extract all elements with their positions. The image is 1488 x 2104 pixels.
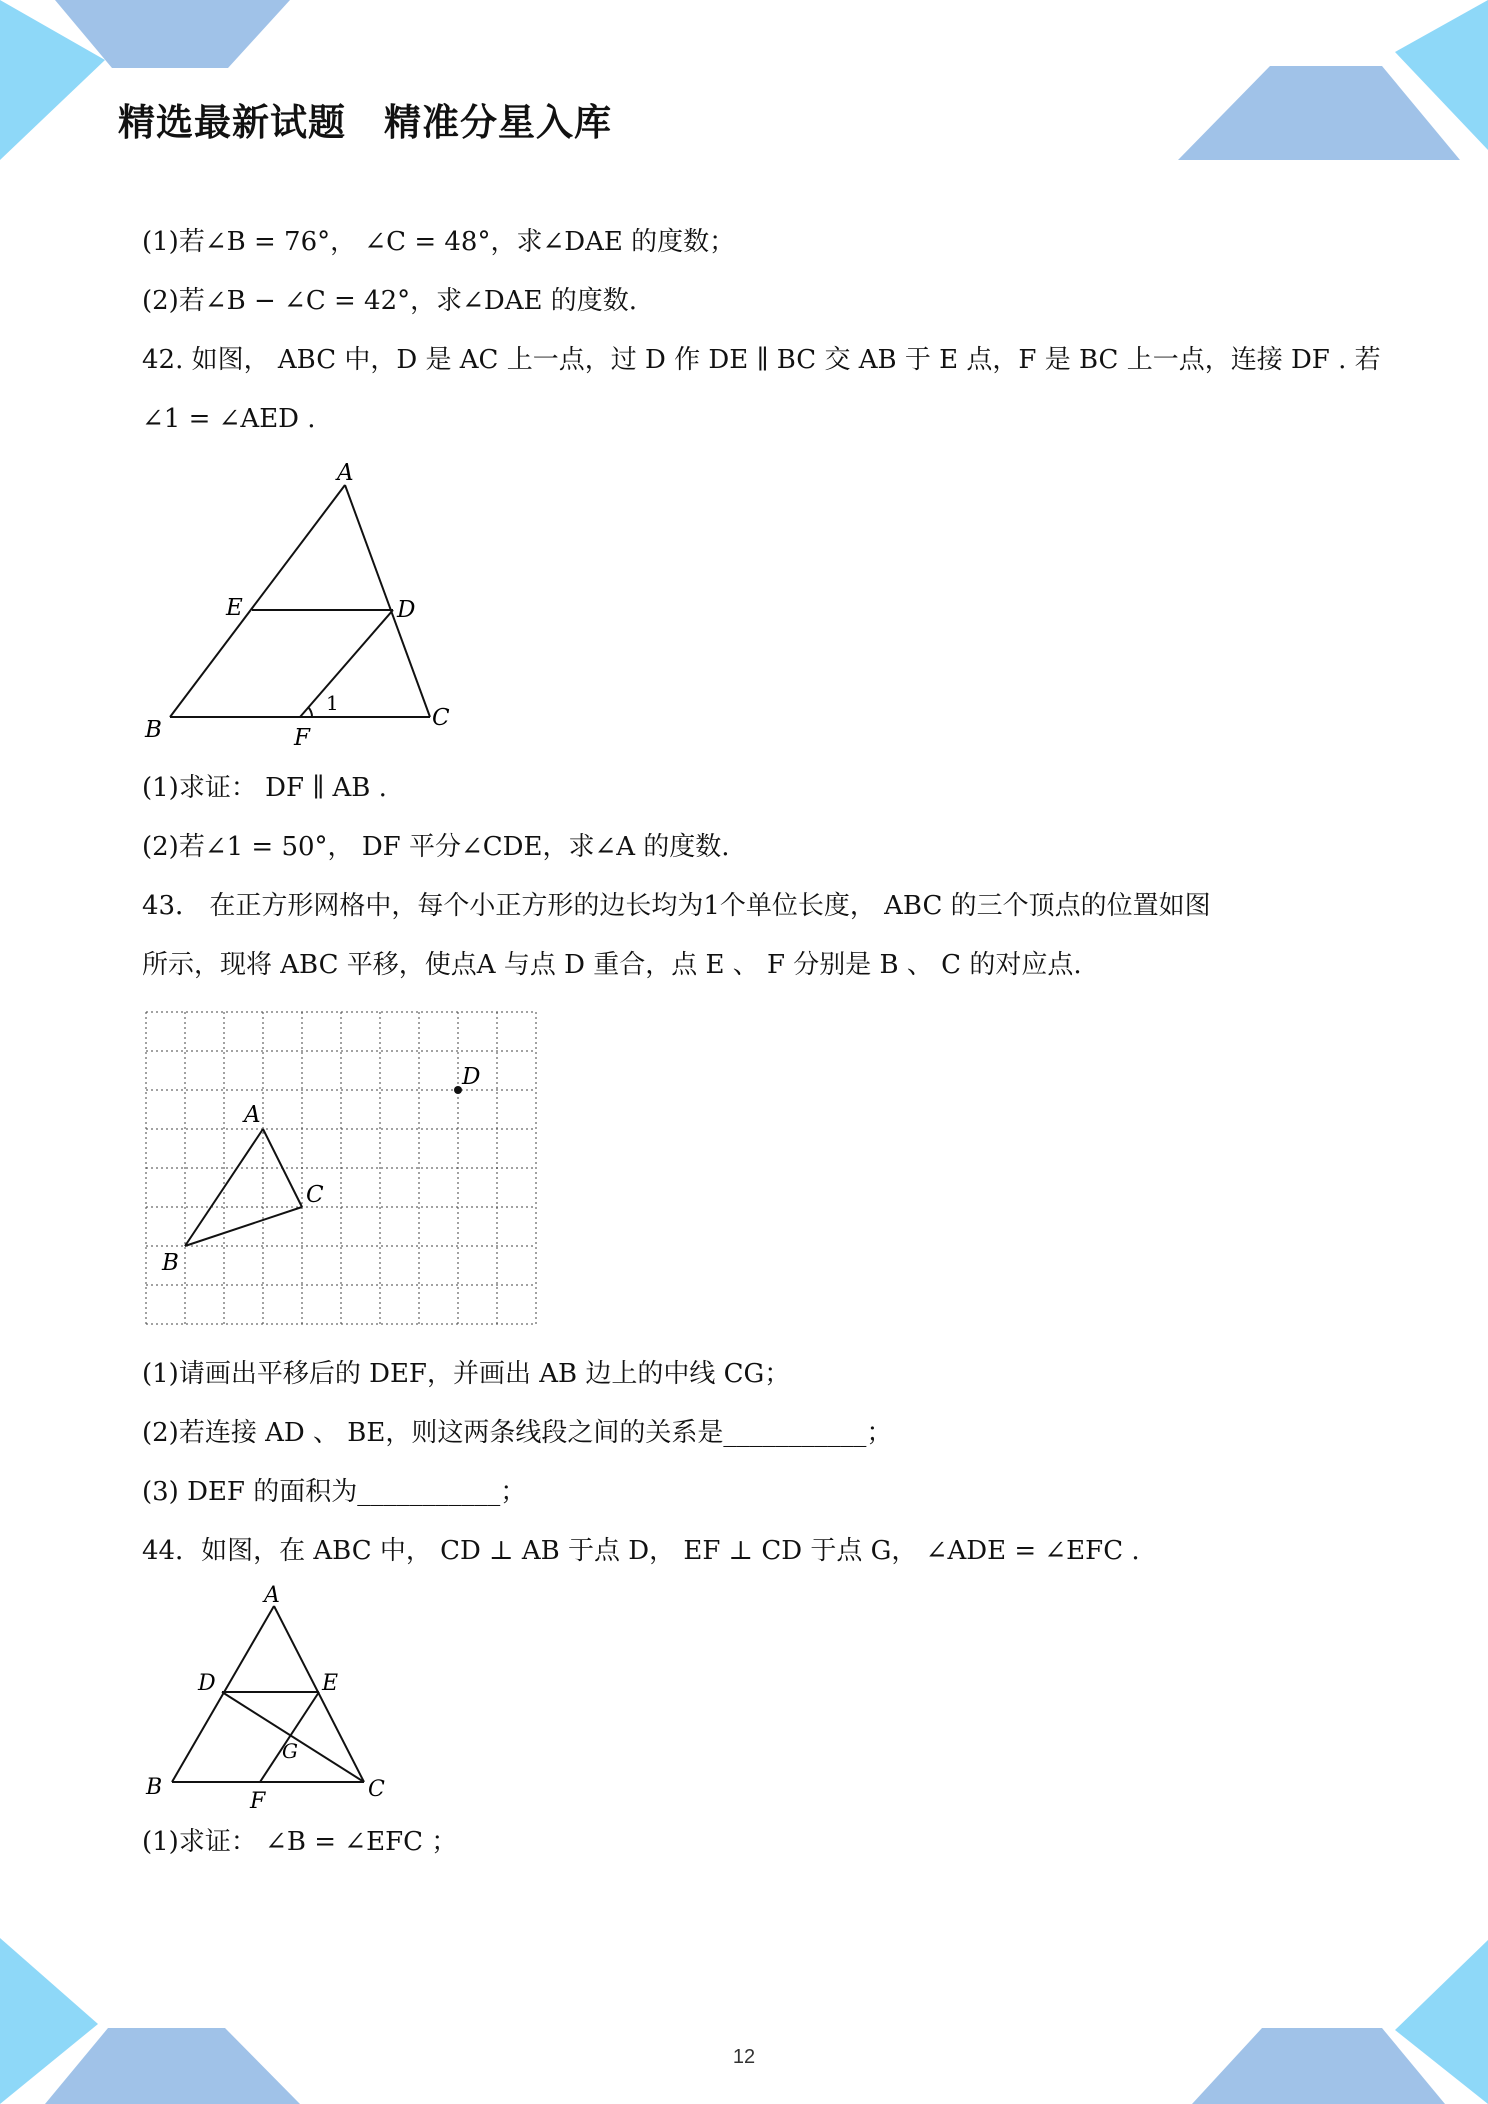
angle-1-arc bbox=[308, 707, 312, 717]
segment-EF bbox=[260, 1692, 319, 1782]
problem-43-intro: 43． 在正方形网格中，每个小正方形的边长均为1个单位长度， ABC 的三个顶点的位置如图 bbox=[142, 891, 1211, 921]
page-number: 12 bbox=[732, 2046, 756, 2068]
header-title: 精选最新试题 精准分星入库 bbox=[118, 101, 612, 144]
point-D bbox=[454, 1086, 462, 1094]
label-C: C bbox=[432, 705, 450, 731]
label-F-44: F bbox=[250, 1789, 266, 1814]
label-B-44: B bbox=[146, 1775, 163, 1800]
segment-AC bbox=[345, 485, 430, 717]
problem-42-condition: ∠1 = ∠AED . bbox=[142, 404, 316, 434]
problem-43-part2: (2)若连接 AD 、 BE，则这两条线段之间的关系是___________； bbox=[142, 1418, 893, 1448]
problem-43-intro-cont: 所示，现将 ABC 平移，使点A 与点 D 重合，点 E 、 F 分别是 B 、 C 的对应点. bbox=[142, 950, 1082, 980]
figure-44 bbox=[140, 1578, 400, 1822]
segment-DC bbox=[222, 1692, 364, 1782]
problem-42-intro: 42. 如图， ABC 中，D 是 AC 上一点，过 D 作 DE ∥ BC 交 AB 于 E 点，F 是 BC 上一点，连接 DF . 若 bbox=[142, 345, 1381, 375]
label-E-44: E bbox=[322, 1671, 339, 1696]
label-G-44: G bbox=[282, 1739, 298, 1763]
text-line-2: (2)若∠B − ∠C = 42°，求∠DAE 的度数. bbox=[142, 286, 638, 316]
segment-AB-44 bbox=[172, 1606, 274, 1782]
label-A-43: A bbox=[244, 1102, 261, 1128]
label-D-44: D bbox=[198, 1671, 216, 1696]
problem-44-part1: (1)求证： ∠B = ∠EFC ； bbox=[142, 1827, 458, 1857]
problem-44-intro: 44．如图，在 ABC 中， CD ⊥ AB 于点 D， EF ⊥ CD 于点 G， ∠ADE = ∠EFC . bbox=[142, 1536, 1140, 1566]
label-angle-1: 1 bbox=[326, 691, 339, 715]
segment-BC-43 bbox=[185, 1207, 302, 1246]
deco-top-right-trapezoid bbox=[1178, 66, 1460, 160]
figure-43-grid bbox=[144, 1008, 544, 1332]
problem-42-part2: (2)若∠1 = 50°， DF 平分∠CDE，求∠A 的度数. bbox=[142, 832, 730, 862]
label-C-43: C bbox=[306, 1182, 324, 1208]
label-E: E bbox=[226, 595, 243, 621]
label-C-44: C bbox=[368, 1777, 385, 1802]
segment-AB bbox=[170, 485, 345, 717]
label-A-44: A bbox=[264, 1583, 280, 1608]
segment-DF bbox=[300, 610, 393, 717]
label-D-43: D bbox=[462, 1064, 481, 1090]
label-B-43: B bbox=[162, 1250, 179, 1276]
problem-43-part3: (3) DEF 的面积为___________； bbox=[142, 1477, 527, 1507]
problem-43-part1: (1)请画出平移后的 DEF，并画出 AB 边上的中线 CG； bbox=[142, 1359, 791, 1389]
label-A: A bbox=[337, 460, 354, 486]
problem-42-part1: (1)求证： DF ∥ AB . bbox=[142, 773, 387, 803]
label-D: D bbox=[397, 597, 416, 623]
text-line-1: (1)若∠B = 76°， ∠C = 48°，求∠DAE 的度数； bbox=[142, 227, 736, 257]
figure-42 bbox=[140, 455, 470, 759]
label-B: B bbox=[145, 717, 162, 743]
label-F: F bbox=[294, 725, 310, 751]
